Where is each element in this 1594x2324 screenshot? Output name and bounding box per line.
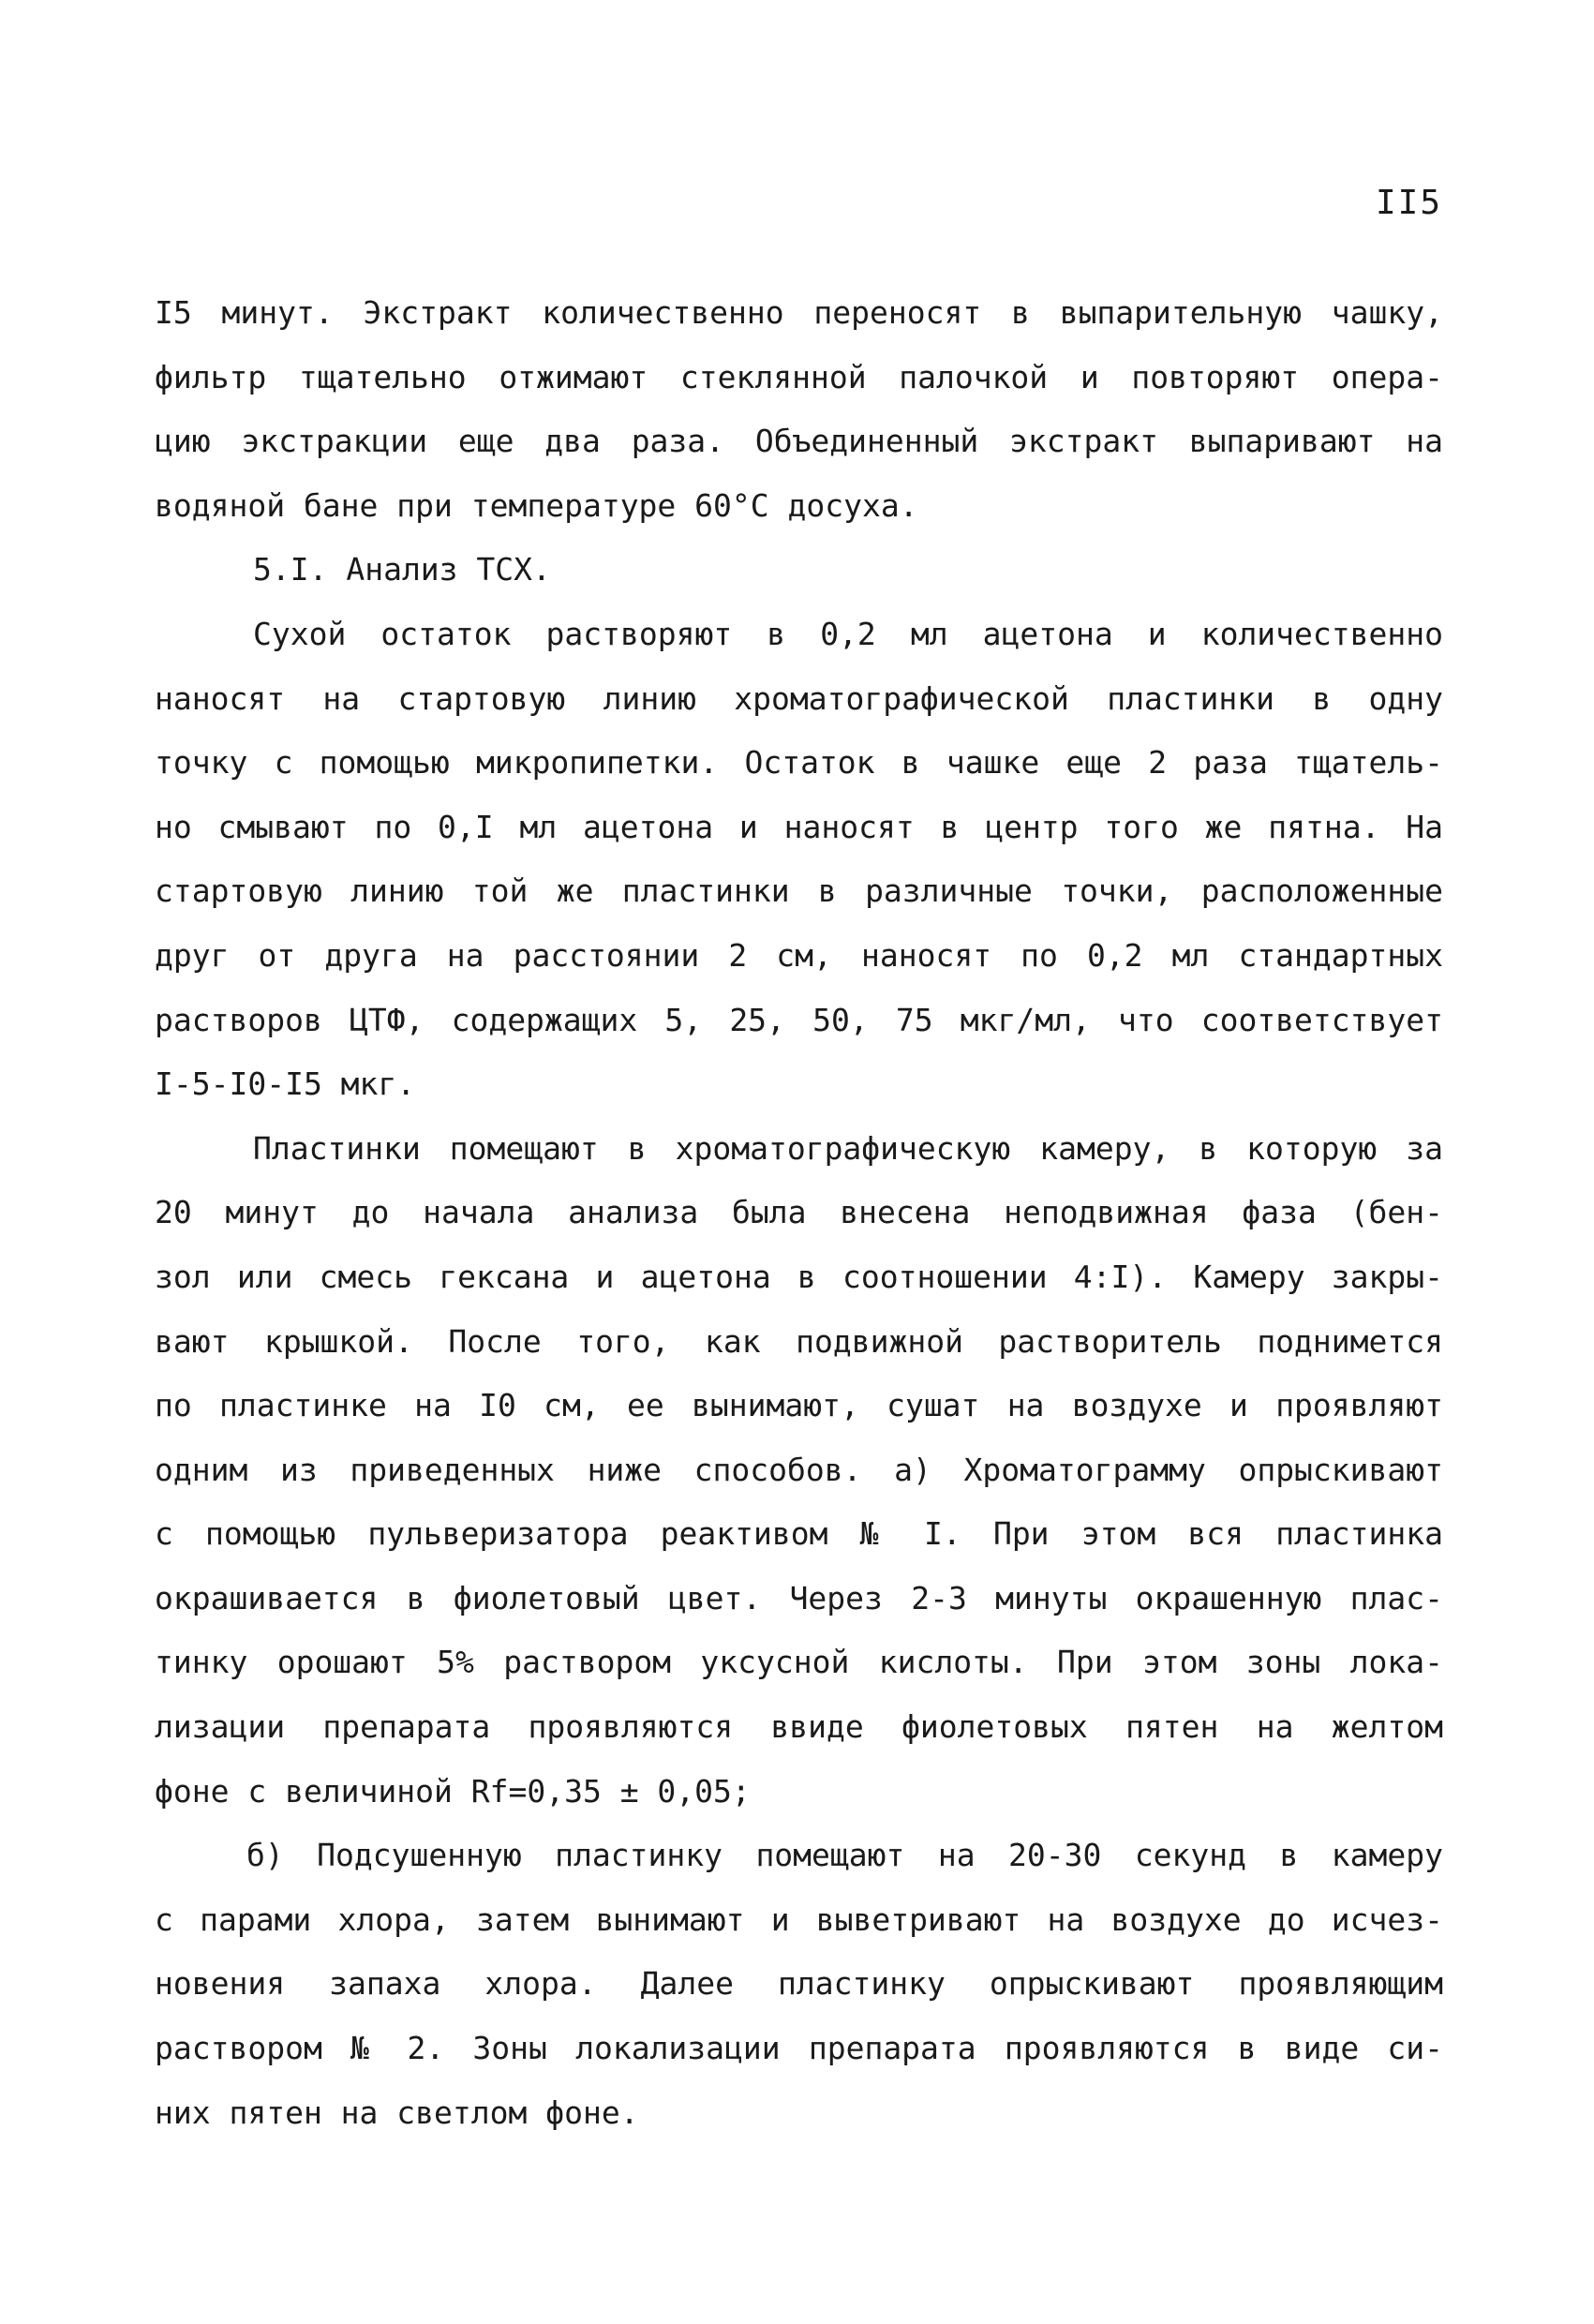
text-line: но смывают по 0,I мл ацетона и наносят в центр того же пятна. На bbox=[155, 808, 1443, 845]
text-line: раствором № 2. Зоны локализации препарата проявляются в виде си- bbox=[155, 2030, 1443, 2067]
text-line: I-5-I0-I5 мкг. bbox=[155, 1065, 416, 1103]
text-line: тинку орошают 5% раствором уксусной кислоты. При этом зоны лока- bbox=[155, 1644, 1443, 1681]
text-line: наносят на стартовую линию хроматографической пластинки в одну bbox=[155, 679, 1443, 717]
text-line: одним из приведенных ниже способов. а) Хроматограмму опрыскивают bbox=[155, 1451, 1443, 1488]
text-line: с парами хлора, затем вынимают и выветривают на воздухе до исчез- bbox=[155, 1900, 1443, 1938]
text-line: 20 минут до начала анализа была внесена неподвижная фаза (бен- bbox=[155, 1194, 1443, 1231]
text-line: новения запаха хлора. Далее пластинку опрыскивают проявляющим bbox=[155, 1965, 1443, 2003]
text-line: Пластинки помещают в хроматографическую камеру, в которую за bbox=[253, 1129, 1443, 1167]
page-number: II5 bbox=[1375, 184, 1442, 222]
text-line: зол или смесь гексана и ацетона в соотношении 4:I). Камеру закры- bbox=[155, 1258, 1443, 1295]
text-line: по пластинке на I0 см, ее вынимают, сушат на воздухе и проявляют bbox=[155, 1387, 1443, 1424]
text-line: Сухой остаток растворяют в 0,2 мл ацетона и количественно bbox=[253, 615, 1443, 652]
text-line: вают крышкой. После того, как подвижной растворитель поднимется bbox=[155, 1322, 1443, 1360]
text-line: друг от друга на расстоянии 2 см, наносят по 0,2 мл стандартных bbox=[155, 936, 1443, 974]
text-line: с помощью пульверизатора реактивом № I. При этом вся пластинка bbox=[155, 1515, 1443, 1553]
text-line: фильтр тщательно отжимают стеклянной палочкой и повторяют опера- bbox=[155, 358, 1443, 395]
text-line: водяной бане при температуре 60°С досуха. bbox=[155, 486, 918, 524]
text-line: I5 минут. Экстракт количественно переносят в выпарительную чашку, bbox=[155, 294, 1443, 331]
text-line: них пятен на светлом фоне. bbox=[155, 2093, 639, 2131]
text-line: окрашивается в фиолетовый цвет. Через 2-3 минуты окрашенную плас- bbox=[155, 1579, 1443, 1616]
text-line: лизации препарата проявляются ввиде фиолетовых пятен на желтом bbox=[155, 1708, 1443, 1746]
text-line: 5.I. Анализ ТСХ. bbox=[253, 551, 551, 588]
text-line: б) Подсушенную пластинку помещают на 20-30 секунд в камеру bbox=[246, 1837, 1443, 1874]
text-line: точку с помощью микропипетки. Остаток в чашке еще 2 раза тщатель- bbox=[155, 744, 1443, 782]
text-line: цию экстракции еще два раза. Объединенный экстракт выпаривают на bbox=[155, 423, 1443, 460]
text-line: растворов ЦТФ, содержащих 5, 25, 50, 75 мкг/мл, что соответствует bbox=[155, 1001, 1443, 1038]
body-text bbox=[155, 281, 1443, 2145]
text-line: стартовую линию той же пластинки в различные точки, расположенные bbox=[155, 872, 1443, 910]
text-line: фоне с величиной Rf=0,35 ± 0,05; bbox=[155, 1772, 751, 1810]
